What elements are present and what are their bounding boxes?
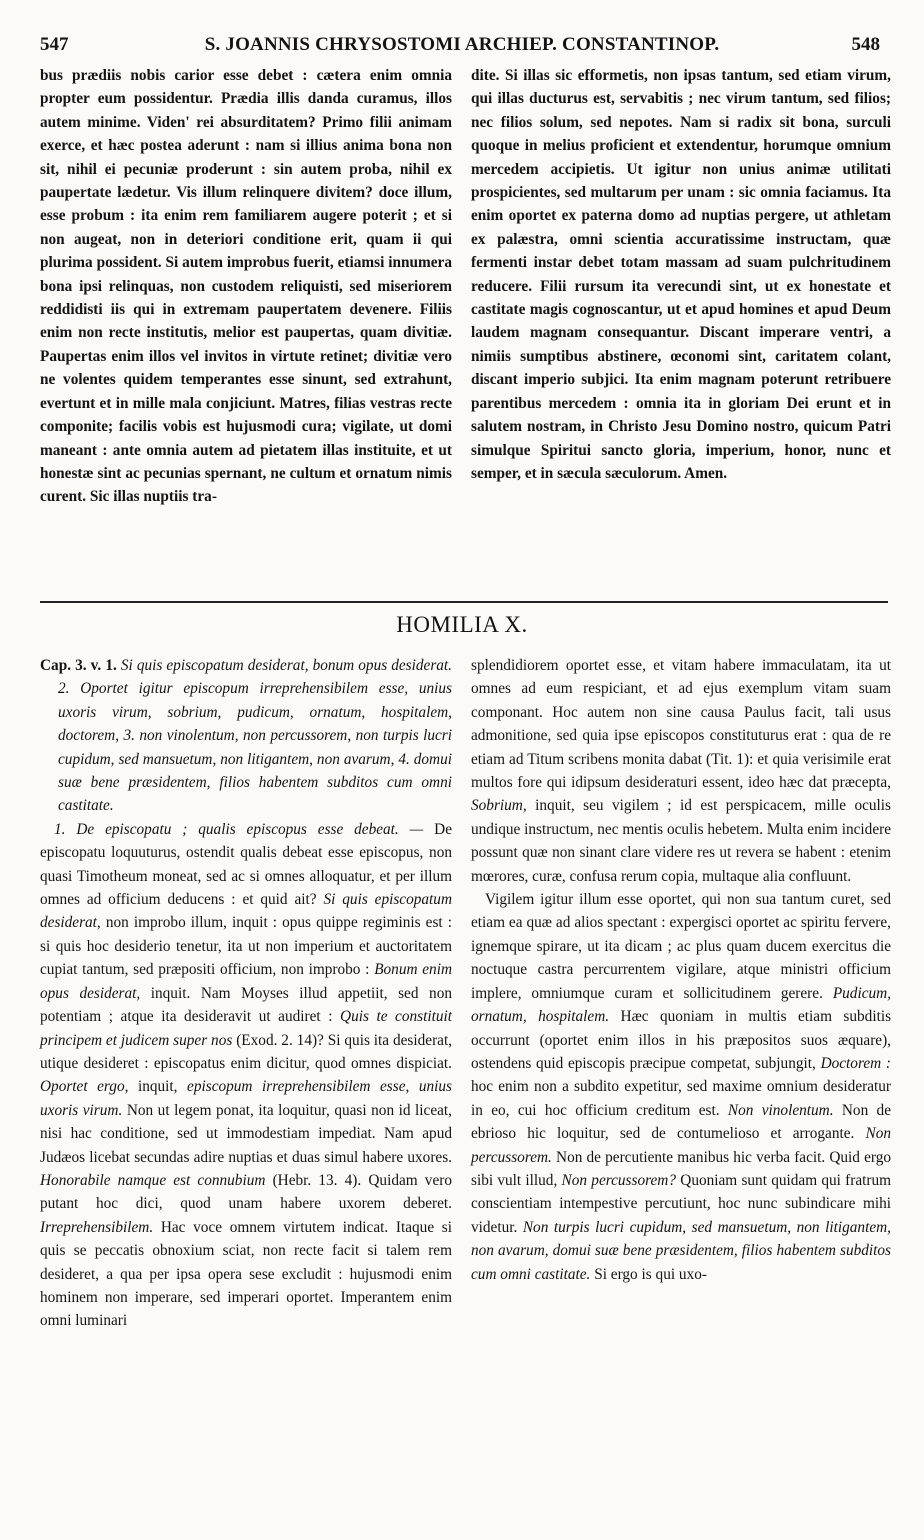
quote: Honorabile namque est connubium (40, 1171, 266, 1189)
running-header (36, 34, 888, 60)
section-divider (40, 601, 888, 603)
text-run: non improbo illum, inquit : opus quippe regiminis est : si quis hoc desiderio tenetur, ita ut non imperium et auctoritatem cupiat tantum, sed præpositi officium, non improbo : (40, 914, 453, 979)
scripture-lemma (40, 654, 452, 818)
quote: Quis te constituit principem et judicem super nos (40, 1008, 452, 1049)
text-run: Non ut legem ponat, ita loquitur, quasi non id liceat, nisi hac conditione, sed ut immodestiam impediat. Nam apud Judæos licebat secundas adire nuptias et duas simul habere uxores. (40, 1101, 452, 1166)
bottom-left-column (40, 654, 452, 1333)
page-number-right: 548 (851, 34, 880, 55)
commentary-paragraph (471, 888, 891, 1286)
text-run: Si quis ita desiderat, utique desideret : episcopatus enim dicitur, quod omnes dispiciat. (40, 1031, 453, 1072)
text-run: hoc enim non a subdito expetitur, sed maxime omnium desideratur in eo, cui hoc officium creditum est. (471, 1078, 891, 1119)
top-left-column (40, 64, 452, 509)
quote: Oportet ergo, (40, 1078, 129, 1096)
homily-title: HOMILIA X. (396, 612, 528, 637)
commentary-paragraph (40, 818, 452, 1333)
text-run: Hæc quoniam in multis etiam subditis occurrunt (oportet enim illos in his præpositos suos æquare), ostendens quid episcopis præcipue competat, subjungit, (471, 1008, 892, 1072)
reference: (Hebr. 13. 4). (272, 1171, 362, 1189)
quote: Si quis episcopatum desiderat, (40, 891, 452, 932)
text-run: De episcopatu loquuturus, ostendit qualis debeat esse episcopus, non quasi Timotheum moneat, sed ac si omnes alloquatur, et per illum omnes ad officium deducens : et quid ait? (40, 820, 453, 909)
chapter-reference: Cap. 3. v. 1. (40, 657, 117, 674)
section-heading: 1. De episcopatu ; qualis episcopus esse debeat. — (54, 820, 424, 838)
paragraph: bus prædiis nobis carior esse debet : cætera enim omnia propter eum possidentur. Prædia illis danda curamus, illos autem minime. Viden' rei absurditatem? Primo filii animam exerce, et hæc postea aderunt : nam si illius anima bona non sit, nihil ei pecuniæ proderunt : sin autem proba, nihil ex paupertate lædetur. Vis illum relinquere divitem? doce illum, esse probum : ita enim rem familiarem augere poterit ; et si non augeat, non in deteriori conditione erit, quam ii qui plurima possident. Si autem improbus fuerit, etiamsi innumera bona ipsi relinquas, non custodem reliquisti, sed miseriorem reddidisti iis qui in extremam paupertatem devenere. Filiis enim non recte institutis, melior est paupertas, quam divitiæ. Paupertas enim illos vel invitos in virtute retinet; divitiæ vero ne volentes quidem temperantes esse sinunt, sed extrahunt, evertunt et in mille mala conjiciunt. Matres, filias vestras recte componite; facilis vobis est hujusmodi cura; vigilate, ut domi maneant : ante omnia autem ad pietatem illas instituite, et ut honestæ sint ac pecunias spernant, ne cultum et ornatum nimis curent. Sic illas nuptiis tra- (40, 67, 452, 506)
text-run: inquit. Nam Moyses illud appetiit, sed non potentiam ; atque ita desideravit ut audiret : (40, 984, 452, 1026)
text-run: Quoniam sunt quidam qui fratrum conscientiam intempestive percutiunt, hoc nunc subindicare mihi videtur. (471, 1171, 892, 1236)
top-right-column (471, 64, 891, 485)
text-run: Hac voce omnem virtutem indicat. Itaque si quis se peccatis obnoxium sciat, non recte facit si talem rem desideret, a qua per ipsa opera sese excludit : hujusmodi enim hominem non imperare, sed imperari oportet. Imperantem enim omni luminari (40, 1218, 452, 1330)
quote: Non vinolentum. (727, 1101, 834, 1119)
text-run: Non de ebrioso hic loquitur, sed de contumelioso et arrogante. (471, 1101, 891, 1143)
text-run: Si ergo is qui uxo- (594, 1265, 707, 1283)
running-title: S. JOANNIS CHRYSOSTOMI ARCHIEP. CONSTANTINOP. (204, 34, 720, 55)
text-run: Vigilem igitur illum esse oportet, qui non sua tantum curet, sed etiam ea quæ ad alios spectant : expergisci oportet ac spiritu fervere, ignemque spirare, ut ita dicam ; ac plus quam ducem exercitus die noctuque castra percurrentem vigilare, atque ministri officium implere, omniumque curam et sollicitudinem gerere. (471, 891, 891, 1002)
quote: Non percussorem? (561, 1171, 676, 1189)
text-run: inquit, seu vigilem ; id est perspicacem, mille oculis undique instructum, nec mentis oculis hebetem. Multa enim incidere possunt quæ non sinant clare videre res ut revera se habent : etenim mœrores, curæ, confusa rerum copia, multaque alia confluunt. (471, 797, 891, 885)
text-run: et quia verisimile erat multos fore qui idipsum desideraturi essent, ideo hæc dat præcepta, (471, 750, 892, 792)
commentary-paragraph (471, 654, 891, 888)
quote: Sobrium, (471, 797, 527, 815)
reference: (Exod. 2. 14)? (236, 1031, 324, 1049)
text-run: splendidiorem oportet esse, et vitam habere immaculatam, ita ut omnes ad eum respiciant, et ad ejus exemplum vitam suam componant. Hoc autem non sine causa Paulus facit, tali usus admonitione, sed quia ipse episcopos constituturus erat : qua de re etiam ad Titum scribens monita dabat (471, 657, 891, 768)
bottom-right-column (471, 654, 891, 1286)
lemma-text: Si quis episcopatum desiderat, bonum opus desiderat. 2. Oportet igitur episcopum irreprehensibilem esse, unius uxoris virum, sobrium, pudicum, ornatum, hospitalem, doctorem, 3. non vinolentum, non percussorem, non turpis lucri cupidum, sed mansuetum, non litigantem, non avarum, 4. domui suæ bene præsidentem, filios habentem subditos cum omni castitate. (58, 657, 452, 815)
quote: Doctorem : (820, 1054, 891, 1072)
text-run: Quidam vero putant hoc dici, quod unam habere uxorem deberet. (40, 1171, 452, 1213)
text-run: Non de percutiente manibus hic verba facit. Quid ergo sibi vult illud, (471, 1148, 891, 1189)
quote: Irreprehensibilem. (40, 1218, 154, 1236)
quote: Pudicum, ornatum, hospitalem. (471, 984, 892, 1026)
page-number-left: 547 (40, 34, 69, 55)
quote: Non turpis lucri cupidum, sed mansuetum, non litigantem, non avarum, domui suæ bene præsidentem, filios habentem subditos cum omni castitate. (471, 1218, 891, 1283)
paragraph: dite. Si illas sic efformetis, non ipsas tantum, sed etiam virum, qui illas ducturus est, servabitis ; nec virum tantum, sed filios; nec filios solum, sed nepotes. Nam si radix sit bona, surculi quoque in melius proficient et extendentur, horumque omnium mercedem accipietis. Ut igitur non unius animæ utilitati prospicientes, sed multarum per unam : sic omnia faciamus. Ita enim oportet ex paterna domo ad nuptias pergere, ut athletam ex palæstra, omni scientia accuratissime instructam, quæ fermenti instar debet totam massam ad suam pulchritudinem reducere. Filii rursum ita verecundi sint, ut ex honestate et castitate magis cognoscantur, ut et apud homines et apud Deum laudem magnam consequantur. Discant imperare ventri, a nimiis sumptibus abstinere, œconomi sint, caritatem colant, discant imperio subjici. Ita enim magnam poterunt retribuere parentibus mercedem : omnia ita in gloriam Dei erunt et in salutem nostram, in Christo Jesu Domino nostro, quicum Patri simulque Spiritui sancto gloria, imperium, honor, nunc et semper, et in sæcula sæculorum. Amen. (471, 67, 891, 482)
reference: (Tit. 1): (706, 750, 754, 768)
quote: episcopum irreprehensibilem esse, unius uxoris virum. (40, 1078, 453, 1119)
quote: Bonum enim opus desiderat, (40, 961, 452, 1002)
text-run: inquit, (137, 1078, 178, 1096)
quote: Non percussorem. (471, 1125, 891, 1166)
